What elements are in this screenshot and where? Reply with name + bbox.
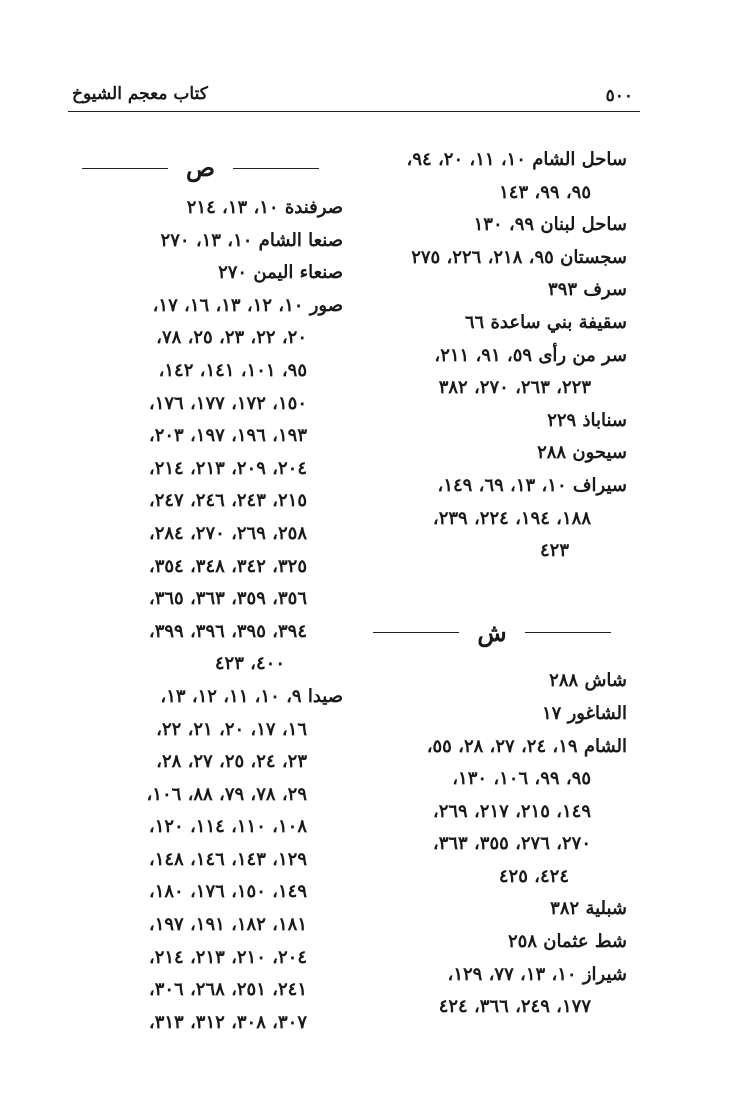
index-continuation: ١٥٠، ١٧٢، ١٧٧، ١٧٦، (148, 392, 307, 414)
index-continuation: ١٦، ١٧، ٢٠، ٢١، ٢٢، (156, 718, 307, 740)
index-entry: سناباذ ٢٢٩ (547, 409, 627, 431)
running-title: كتاب معجم الشيوخ (72, 84, 208, 104)
index-entry: صنعاء اليمن ٢٧٠ (218, 262, 343, 284)
index-continuation: ١٧٧، ٢٤٩، ٣٦٦، ٤٢٤ (438, 996, 591, 1018)
heading-rule (233, 168, 319, 169)
index-continuation: ٢٥٨، ٢٦٩، ٢٧٠، ٢٨٤، (148, 522, 307, 544)
index-continuation: ١٩٣، ١٩٦، ١٩٧، ٢٠٣، (148, 425, 307, 447)
header-rule (68, 111, 640, 112)
index-continuation: ٣٥٦، ٣٥٩، ٣٦٣، ٣٦٥، (148, 588, 307, 610)
index-entry: سجستان ٩٥، ٢١٨، ٢٢٦، ٢٧٥ (411, 246, 627, 268)
index-continuation: ٢٢٣، ٢٦٣، ٢٧٠، ٣٨٢ (438, 377, 591, 399)
section-letter: ص (186, 152, 216, 182)
heading-rule (82, 168, 168, 169)
index-continuation: ٢٠٤، ٢٠٩، ٢١٣، ٢١٤، (148, 457, 307, 479)
index-entry: شاش ٢٨٨ (549, 670, 627, 692)
index-continuation: ٢٩، ٧٨، ٧٩، ٨٨، ١٠٦، (146, 783, 307, 805)
index-entry: سقيفة بني ساعدة ٦٦ (464, 311, 627, 333)
index-continuation: ١٤٩، ١٥٠، ١٧٦، ١٨٠، (148, 881, 307, 903)
right-index-column (357, 144, 627, 1024)
index-continuation: ١٨٨، ١٩٤، ٢٢٤، ٢٣٩، (432, 507, 591, 529)
index-continuation: ٩٥، ١٠١، ١٤١، ١٤٢، (158, 359, 307, 381)
page-number: ٥٠٠ (605, 86, 633, 106)
index-continuation: ٩٥، ٩٩، ١٤٣ (499, 181, 591, 203)
index-continuation: ٢١٥، ٢٤٣، ٢٤٦، ٢٤٧، (148, 490, 307, 512)
index-continuation: ١٢٩، ١٤٣، ١٤٦، ١٤٨، (148, 848, 307, 870)
index-entry: الشام ١٩، ٢٤، ٢٧، ٢٨، ٥٥، (426, 735, 627, 757)
index-continuation: ٣٩٤، ٣٩٥، ٣٩٦، ٣٩٩، (148, 620, 307, 642)
index-continuation: ٢٤١، ٢٥١، ٢٦٨، ٣٠٦، (148, 979, 307, 1001)
index-entry: الشاغور ١٧ (541, 702, 627, 724)
index-continuation: ١٤٩، ٢١٥، ٢١٧، ٢٦٩، (432, 800, 591, 822)
index-continuation: ٣٢٥، ٣٤٢، ٣٤٨، ٣٥٤، (148, 555, 307, 577)
index-continuation: ٣٠٧، ٣٠٨، ٣١٢، ٣١٣، (148, 1011, 307, 1033)
index-entry: شبلية ٣٨٢ (550, 898, 627, 920)
index-continuation: ١٠٨، ١١٠، ١١٤، ١٢٠، (148, 816, 307, 838)
heading-rule (373, 632, 459, 633)
section-heading-sheen (357, 600, 627, 665)
index-entry: شط عثمان ٢٥٨ (508, 931, 627, 953)
index-continuation: ٢٧٠، ٢٧٦، ٣٥٥، ٣٦٣، (432, 833, 591, 855)
index-entry: ساحل الشام ١٠، ١١، ٢٠، ٩٤، (406, 149, 627, 170)
index-continuation: ٢٠٤، ٢١٠، ٢١٣، ٢١٤، (148, 946, 307, 968)
index-continuation: ٤٠٠، ٤٢٣ (214, 653, 285, 675)
index-continuation: ٤٢٣ (539, 540, 569, 562)
index-entry: سيحون ٢٨٨ (537, 442, 627, 464)
index-entry: شيراز ١٠، ١٣، ٧٧، ١٢٩، (447, 963, 627, 985)
left-index-column (58, 144, 343, 1039)
section-letter: ش (477, 617, 507, 647)
index-entry: ساحل لبنان ٩٩، ١٣٠ (473, 214, 627, 236)
index-entry: صور ١٠، ١٢، ١٣، ١٦، ١٧، (152, 294, 343, 316)
heading-rule (525, 632, 611, 633)
index-continuation: ٤٢٤، ٤٢٥ (498, 865, 569, 887)
section-gap (357, 568, 627, 601)
index-entry: صنعا الشام ١٠، ١٣، ٢٧٠ (160, 229, 343, 251)
index-entry: سيراف ١٠، ١٣، ٦٩، ١٤٩، (437, 474, 627, 496)
index-entry: صيدا ٩، ١٠، ١١، ١٢، ١٣، (160, 685, 343, 707)
index-entry: سرف ٣٩٣ (548, 279, 627, 301)
index-continuation: ٩٥، ٩٩، ١٠٦، ١٣٠، (452, 768, 591, 790)
index-entry: صرفندة ١٠، ١٣، ٢١٤ (186, 197, 343, 218)
index-continuation: ٢٣، ٢٤، ٢٥، ٢٧، ٢٨، (156, 751, 307, 773)
index-entry: سر من رأى ٥٩، ٩١، ٢١١، (434, 344, 627, 366)
index-continuation: ١٨١، ١٨٢، ١٩١، ١٩٧، (148, 914, 307, 936)
section-heading-sad (58, 144, 343, 192)
index-continuation: ٢٠، ٢٢، ٢٣، ٢٥، ٧٨، (156, 327, 307, 349)
